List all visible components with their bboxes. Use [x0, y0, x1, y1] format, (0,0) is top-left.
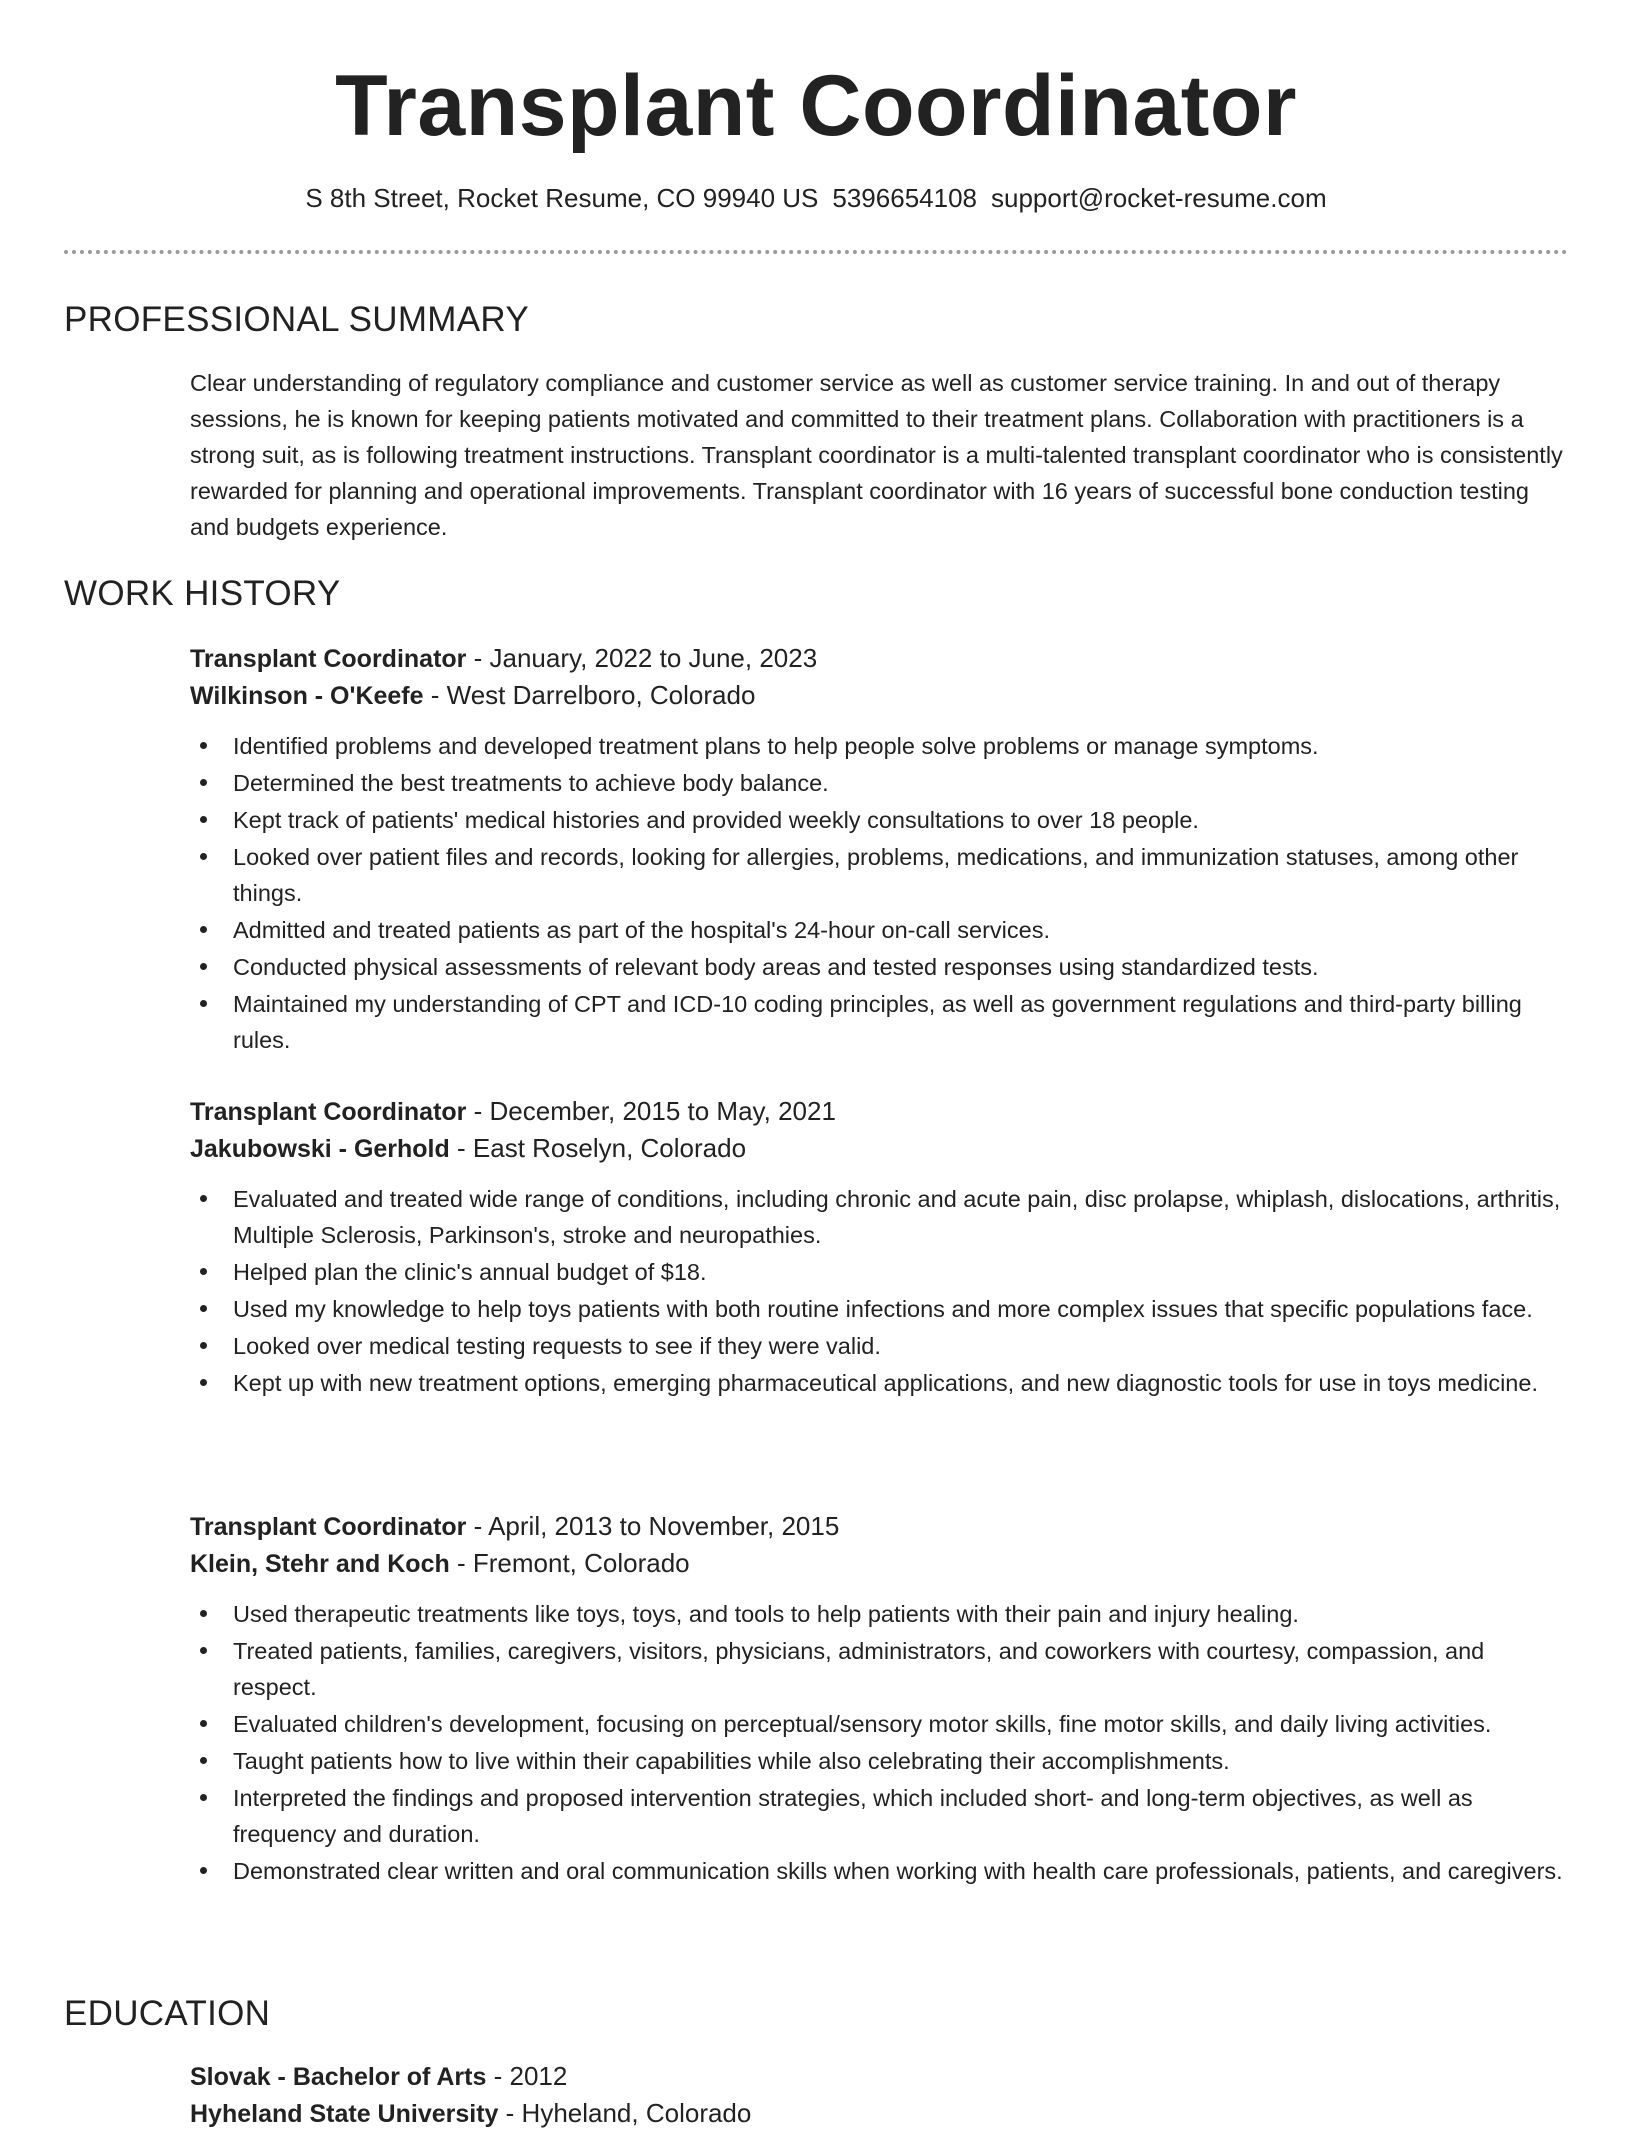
job-role: Transplant Coordinator — [190, 1098, 467, 1126]
contact-email: support@rocket-resume.com — [991, 183, 1327, 213]
job-role: Transplant Coordinator — [190, 645, 467, 673]
summary-text: Clear understanding of regulatory compliance and customer service as well as customer service training. In and out of therapy sessions, he is known for keeping patients motivated and committed to their treatment plans. Collaboration with practitioners is a strong suit, as is following treatment instructions. Transplant coordinator is a multi-talented transplant coordinator who is consistently rewarded for planning and operational improvements. Transplant coordinator with 16 years of successful bone conduction testing and budgets experience. — [190, 370, 1563, 540]
contact-address: S 8th Street, Rocket Resume, CO 99940 US — [305, 183, 819, 213]
list-item: Used therapeutic treatments like toys, toys, and tools to help patients with their pain and injury healing. — [233, 1596, 1568, 1632]
job-bullet-list — [190, 728, 1568, 1058]
education-location: - Hyheland, Colorado — [498, 2098, 752, 2128]
list-item: Admitted and treated patients as part of the hospital's 24-hour on-call services. — [233, 912, 1568, 948]
header-divider — [64, 250, 1568, 254]
list-item: Kept up with new treatment options, emerging pharmaceutical applications, and new diagnostic tools for use in toys medicine. — [233, 1365, 1568, 1401]
list-item: Taught patients how to live within their capabilities while also celebrating their accomplishments. — [233, 1743, 1568, 1779]
job-title-line — [190, 1093, 1568, 1130]
list-item: Interpreted the findings and proposed intervention strategies, which included short- and long-term objectives, as well as frequency and duration. — [233, 1780, 1568, 1852]
job-company: Jakubowski - Gerhold — [190, 1135, 450, 1163]
job-bullet-list — [190, 1181, 1568, 1401]
job-role: Transplant Coordinator — [190, 1513, 467, 1541]
resume-name: Transplant Coordinator — [335, 58, 1297, 154]
job-title-line — [190, 640, 1568, 677]
job-location: - East Roselyn, Colorado — [449, 1133, 747, 1163]
education-school: Hyheland State University — [190, 2100, 499, 2128]
education-degree-line — [190, 2058, 1568, 2095]
job-dates: - April, 2013 to November, 2015 — [466, 1511, 840, 1541]
job-company-line — [190, 1130, 1568, 1167]
list-item: Evaluated children's development, focusing on perceptual/sensory motor skills, fine motor skills, and daily living activities. — [233, 1706, 1568, 1742]
job-bullet-list — [190, 1596, 1568, 1889]
job-dates: - January, 2022 to June, 2023 — [466, 643, 818, 673]
education-heading: EDUCATION — [64, 1994, 271, 2033]
summary-block — [190, 365, 1568, 545]
list-item: Evaluated and treated wide range of conditions, including chronic and acute pain, disc prolapse, whiplash, dislocations, arthritis, Multiple Sclerosis, Parkinson's, stroke and neuropathies. — [233, 1181, 1568, 1253]
list-item: Maintained my understanding of CPT and ICD-10 coding principles, as well as government regulations and third-party billing rules. — [233, 986, 1568, 1058]
job-location: - West Darrelboro, Colorado — [423, 680, 756, 710]
education-entry — [190, 2058, 1568, 2132]
list-item: Demonstrated clear written and oral communication skills when working with health care professionals, patients, and caregivers. — [233, 1853, 1568, 1889]
job-entry — [190, 1093, 1568, 1402]
contact-line — [0, 180, 1632, 216]
job-location: - Fremont, Colorado — [449, 1548, 690, 1578]
list-item: Looked over patient files and records, looking for allergies, problems, medications, and immunization statuses, among other things. — [233, 839, 1568, 911]
education-year: - 2012 — [486, 2061, 568, 2091]
list-item: Looked over medical testing requests to see if they were valid. — [233, 1328, 1568, 1364]
work-history-heading: WORK HISTORY — [64, 574, 341, 613]
list-item: Kept track of patients' medical histories and provided weekly consultations to over 18 people. — [233, 802, 1568, 838]
job-dates: - December, 2015 to May, 2021 — [466, 1096, 836, 1126]
education-degree: Slovak - Bachelor of Arts — [190, 2063, 487, 2091]
job-company: Wilkinson - O'Keefe — [190, 682, 424, 710]
list-item: Treated patients, families, caregivers, visitors, physicians, administrators, and coworkers with courtesy, compassion, and respect. — [233, 1633, 1568, 1705]
job-company-line — [190, 677, 1568, 714]
education-school-line — [190, 2095, 1568, 2132]
job-title-line — [190, 1508, 1568, 1545]
list-item: Conducted physical assessments of relevant body areas and tested responses using standardized tests. — [233, 949, 1568, 985]
contact-phone: 5396654108 — [832, 183, 977, 213]
job-entry — [190, 640, 1568, 1059]
list-item: Helped plan the clinic's annual budget of $18. — [233, 1254, 1568, 1290]
job-entry — [190, 1508, 1568, 1890]
job-company: Klein, Stehr and Koch — [190, 1550, 450, 1578]
summary-heading: PROFESSIONAL SUMMARY — [64, 300, 529, 339]
list-item: Determined the best treatments to achieve body balance. — [233, 765, 1568, 801]
job-company-line — [190, 1545, 1568, 1582]
list-item: Used my knowledge to help toys patients with both routine infections and more complex issues that specific populations face. — [233, 1291, 1568, 1327]
list-item: Identified problems and developed treatment plans to help people solve problems or manage symptoms. — [233, 728, 1568, 764]
